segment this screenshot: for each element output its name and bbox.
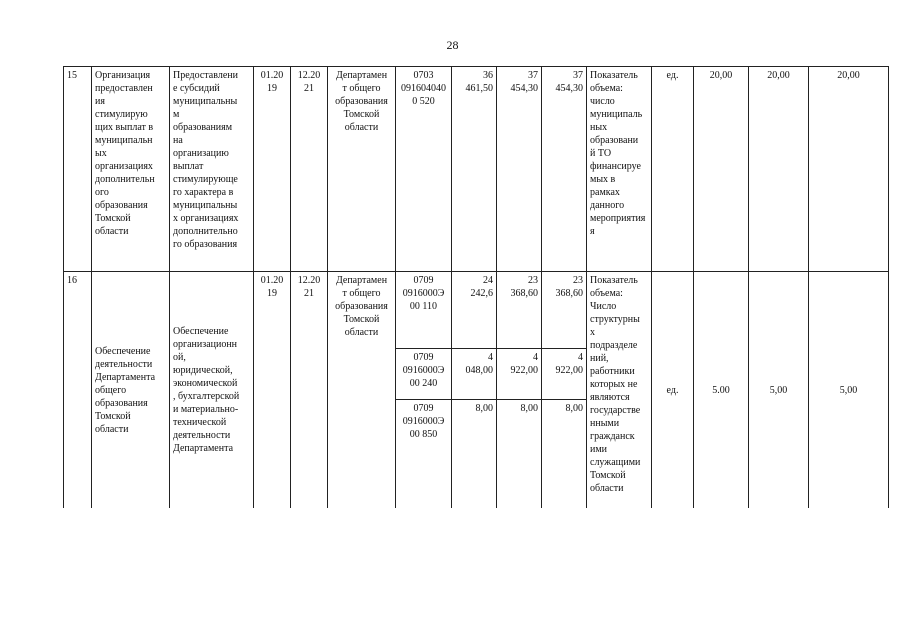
unit: ед. <box>652 67 694 272</box>
end-date: 12.20 21 <box>291 272 328 509</box>
amount-year-1: 24 242,6 <box>452 272 497 349</box>
end-date: 12.20 21 <box>291 67 328 272</box>
amount-year-2: 8,00 <box>497 400 542 509</box>
amount-year-2: 37 454,30 <box>497 67 542 272</box>
amount-year-3: 8,00 <box>542 400 587 509</box>
table-row <box>64 272 889 349</box>
indicator-year-3: 5,00 <box>809 272 889 509</box>
program-table <box>63 66 889 508</box>
budget-code: 0709 0916000Э 00 240 <box>396 349 452 400</box>
amount-year-1: 8,00 <box>452 400 497 509</box>
event-name: Обеспечение деятельности Департамента общего образования Томской области <box>92 272 170 509</box>
row-number: 16 <box>64 272 92 509</box>
amount-year-1: 36 461,50 <box>452 67 497 272</box>
indicator-year-3: 20,00 <box>809 67 889 272</box>
row-number: 15 <box>64 67 92 272</box>
budget-code: 0709 0916000Э 00 110 <box>396 272 452 349</box>
indicator-year-1: 5.00 <box>694 272 749 509</box>
executor: Департамен т общего образования Томской области <box>328 67 396 272</box>
amount-year-2: 4 922,00 <box>497 349 542 400</box>
event-name: Организация предоставлен ия стимулирую щих выплат в муниципальн ых организациях дополнительн ого образования Томской области <box>92 67 170 272</box>
amount-year-2: 23 368,60 <box>497 272 542 349</box>
indicator-year-2: 20,00 <box>749 67 809 272</box>
table-row <box>64 67 889 272</box>
start-date: 01.20 19 <box>254 67 291 272</box>
indicator: Показатель объема: Число структурны х подразделе ний, работники которых не являются государстве нными гражданск ими служащими Томской области <box>587 272 652 509</box>
page-number: 28 <box>446 38 459 52</box>
indicator: Показатель объема: число муниципаль ных образовани й ТО финансируе мых в рамках данного мероприятия я <box>587 67 652 272</box>
unit: ед. <box>652 272 694 509</box>
event-activity: Предоставлени е субсидий муниципальны м образованиям на организацию выплат стимулирующе го характера в муниципальны х организациях дополнительно го образования <box>170 67 254 272</box>
executor: Департамен т общего образования Томской области <box>328 272 396 509</box>
budget-code: 0703 091604040 0 520 <box>396 67 452 272</box>
amount-year-3: 4 922,00 <box>542 349 587 400</box>
indicator-year-2: 5,00 <box>749 272 809 509</box>
amount-year-3: 23 368,60 <box>542 272 587 349</box>
amount-year-1: 4 048,00 <box>452 349 497 400</box>
indicator-year-1: 20,00 <box>694 67 749 272</box>
budget-code: 0709 0916000Э 00 850 <box>396 400 452 509</box>
event-activity: Обеспечение организационн ой, юридической, экономической , бухгалтерской и материально- технической деятельности Департамента <box>170 272 254 509</box>
start-date: 01.20 19 <box>254 272 291 509</box>
amount-year-3: 37 454,30 <box>542 67 587 272</box>
